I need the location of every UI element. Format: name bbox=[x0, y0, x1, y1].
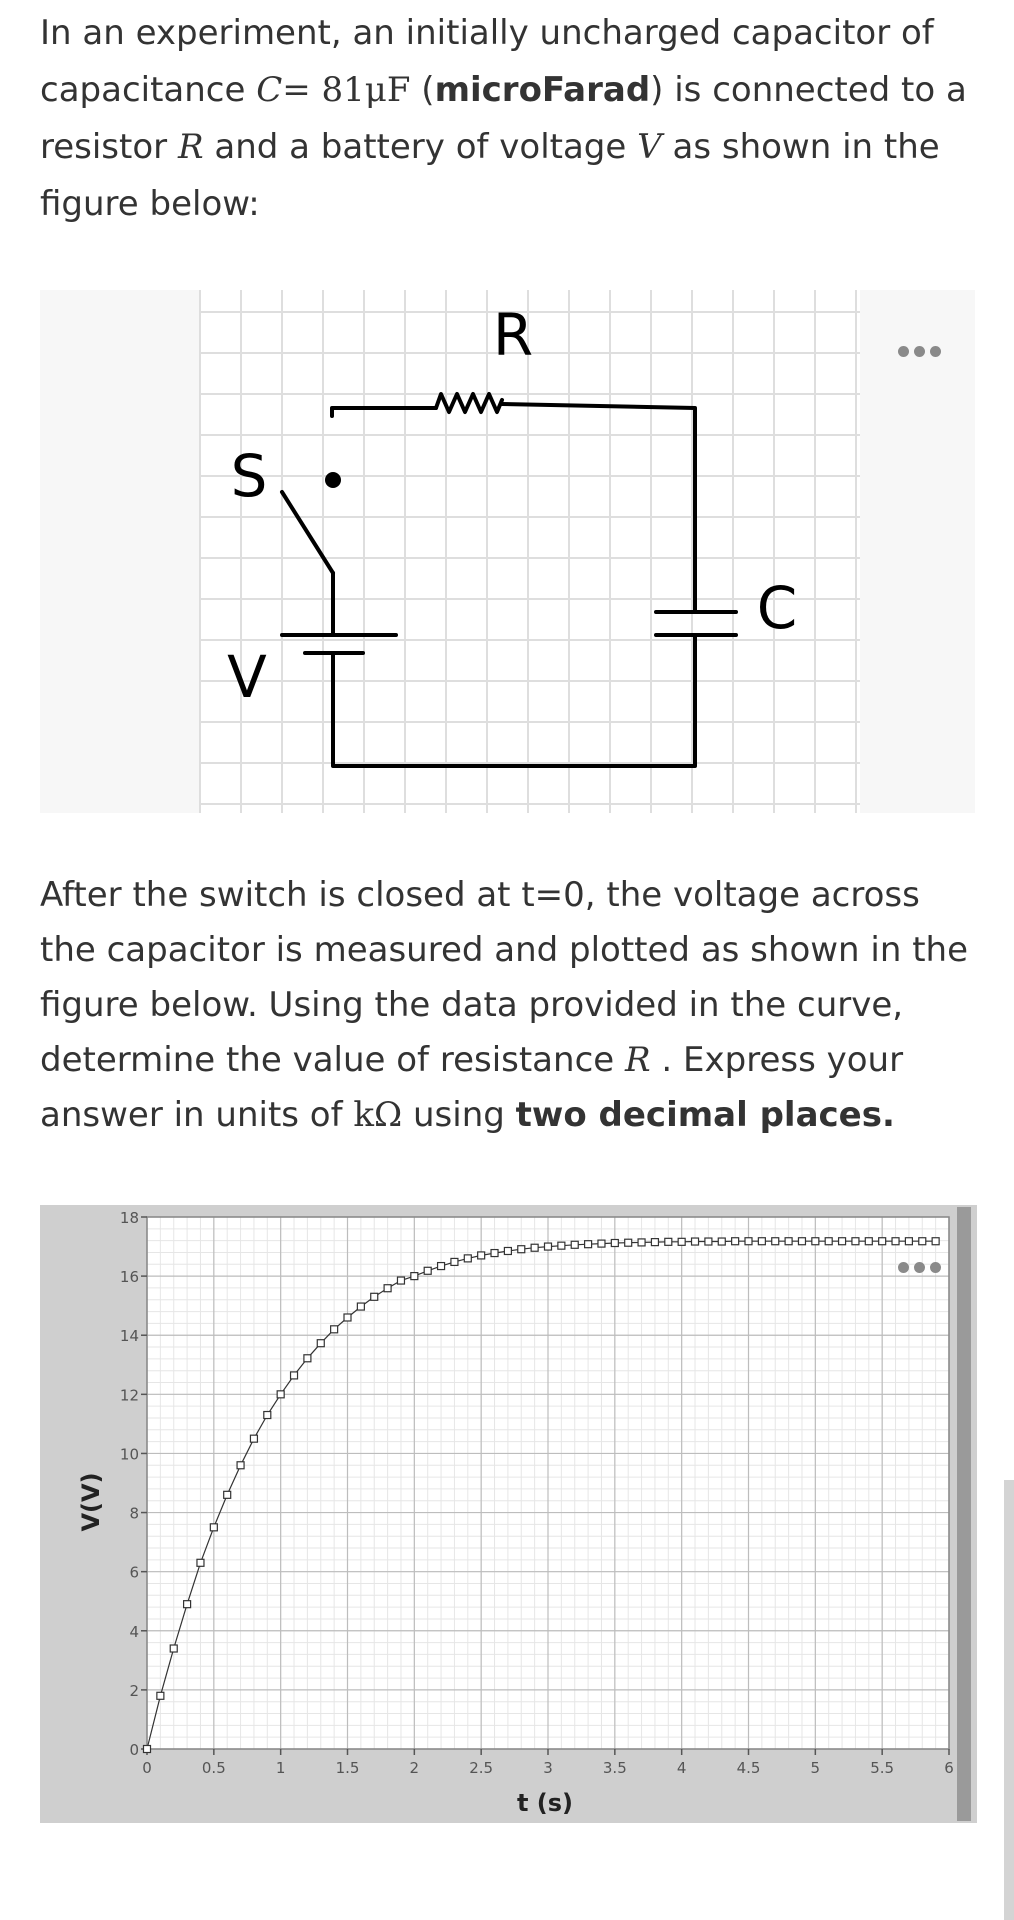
data-point bbox=[598, 1240, 605, 1247]
data-point bbox=[825, 1238, 832, 1245]
y-tick-label: 14 bbox=[119, 1327, 139, 1346]
label-s: S bbox=[230, 442, 268, 510]
data-point bbox=[424, 1267, 431, 1274]
x-tick-label: 3.5 bbox=[602, 1759, 627, 1777]
data-point bbox=[210, 1524, 217, 1531]
kilo-ohm-unit: kΩ bbox=[353, 1095, 403, 1135]
circuit-figure bbox=[40, 290, 975, 813]
data-point bbox=[785, 1238, 792, 1245]
voltage-chart-figure bbox=[40, 1205, 977, 1823]
x-tick-label: 2 bbox=[409, 1759, 420, 1777]
data-point bbox=[839, 1238, 846, 1245]
data-point bbox=[277, 1391, 284, 1398]
data-point bbox=[504, 1247, 511, 1254]
data-point bbox=[478, 1252, 485, 1259]
y-tick-label: 16 bbox=[119, 1268, 139, 1287]
more-horizontal-icon[interactable] bbox=[898, 1262, 941, 1273]
intro-text-3: ) is connected to a resistor bbox=[40, 70, 967, 167]
chart-frame-shadow bbox=[957, 1207, 971, 1821]
data-point bbox=[264, 1412, 271, 1419]
y-axis-label: V(V) bbox=[77, 1472, 105, 1532]
label-v: V bbox=[227, 643, 267, 711]
x-tick-label: 1.5 bbox=[335, 1759, 360, 1777]
data-point bbox=[491, 1250, 498, 1257]
data-point bbox=[157, 1692, 164, 1699]
intro-text-5: as shown in the figure below: bbox=[40, 127, 940, 224]
data-point bbox=[250, 1435, 257, 1442]
data-point bbox=[224, 1491, 231, 1498]
data-point bbox=[732, 1238, 739, 1245]
x-tick-label: 4.5 bbox=[736, 1759, 761, 1777]
data-point bbox=[531, 1244, 538, 1251]
data-point bbox=[772, 1238, 779, 1245]
voltage-chart bbox=[40, 1205, 977, 1823]
resistor-symbol: R bbox=[177, 127, 204, 167]
y-tick-label: 0 bbox=[129, 1741, 139, 1759]
circuit-diagram bbox=[40, 290, 975, 813]
data-point bbox=[291, 1372, 298, 1379]
data-point bbox=[865, 1238, 872, 1245]
data-point bbox=[344, 1314, 351, 1321]
data-point bbox=[237, 1462, 244, 1469]
data-point bbox=[678, 1238, 685, 1245]
data-point bbox=[798, 1238, 805, 1245]
question-paragraph bbox=[40, 868, 980, 1143]
x-axis-label: t (s) bbox=[516, 1789, 574, 1817]
data-point bbox=[464, 1255, 471, 1262]
data-point bbox=[919, 1238, 926, 1245]
question-text-2: . Express your answer in units of bbox=[40, 1040, 904, 1135]
data-point bbox=[371, 1293, 378, 1300]
microfarad-bold: microFarad bbox=[434, 70, 651, 110]
data-point bbox=[638, 1239, 645, 1246]
x-tick-label: 6 bbox=[944, 1759, 954, 1777]
data-point bbox=[384, 1285, 391, 1292]
x-tick-label: 5 bbox=[810, 1759, 821, 1777]
data-point bbox=[705, 1238, 712, 1245]
data-point bbox=[170, 1645, 177, 1652]
x-tick-label: 0 bbox=[142, 1759, 152, 1777]
data-point bbox=[184, 1601, 191, 1608]
question-text-1: After the switch is closed at t=0, the voltage across the capacitor is measured and plotted as shown in the figure below. Using the data provided in the curve, determine the value of resistance bbox=[40, 875, 969, 1080]
data-point bbox=[397, 1277, 404, 1284]
capacitance-value: 81μF bbox=[321, 70, 411, 110]
y-tick-label: 12 bbox=[119, 1386, 139, 1405]
intro-paragraph bbox=[40, 5, 980, 233]
two-decimal-places-bold: two decimal places. bbox=[515, 1095, 895, 1135]
y-tick-label: 10 bbox=[119, 1445, 139, 1464]
x-tick-label: 3 bbox=[543, 1759, 553, 1777]
x-tick-label: 5.5 bbox=[870, 1759, 895, 1777]
switch-contact bbox=[325, 472, 341, 488]
question-text-3: using bbox=[402, 1095, 516, 1135]
equals-sign: = bbox=[282, 70, 322, 110]
data-point bbox=[304, 1355, 311, 1362]
data-point bbox=[571, 1241, 578, 1248]
data-point bbox=[411, 1273, 418, 1280]
data-point bbox=[518, 1246, 525, 1253]
label-r: R bbox=[492, 301, 534, 369]
y-tick-label: 6 bbox=[129, 1563, 139, 1582]
data-point bbox=[585, 1241, 592, 1248]
more-horizontal-icon[interactable] bbox=[898, 346, 941, 357]
data-point bbox=[625, 1239, 632, 1246]
intro-text-1: In an experiment, an initially uncharged capacitor of capacitance bbox=[40, 13, 934, 110]
intro-text-2: ( bbox=[410, 70, 435, 110]
capacitance-symbol: C bbox=[256, 70, 283, 110]
data-point bbox=[905, 1238, 912, 1245]
data-point bbox=[438, 1263, 445, 1270]
data-point bbox=[144, 1746, 151, 1753]
data-point bbox=[611, 1240, 618, 1247]
x-tick-label: 1 bbox=[275, 1759, 286, 1777]
x-axis-ticks bbox=[142, 1749, 954, 1777]
data-point bbox=[932, 1238, 939, 1245]
y-tick-label: 2 bbox=[129, 1681, 139, 1700]
data-point bbox=[197, 1559, 204, 1566]
y-tick-label: 4 bbox=[129, 1622, 139, 1641]
page-scrollbar[interactable] bbox=[1004, 1480, 1014, 1920]
label-c: C bbox=[756, 574, 798, 642]
data-point bbox=[892, 1238, 899, 1245]
intro-text-4: and a battery of voltage bbox=[203, 127, 638, 167]
resistance-symbol: R bbox=[625, 1040, 651, 1080]
y-tick-label: 8 bbox=[129, 1504, 139, 1523]
data-point bbox=[451, 1258, 458, 1265]
x-tick-label: 2.5 bbox=[469, 1759, 494, 1777]
data-point bbox=[545, 1243, 552, 1250]
data-point bbox=[357, 1303, 364, 1310]
data-point bbox=[665, 1238, 672, 1245]
data-point bbox=[879, 1238, 886, 1245]
data-point bbox=[852, 1238, 859, 1245]
data-point bbox=[758, 1238, 765, 1245]
data-point bbox=[718, 1238, 725, 1245]
data-point bbox=[331, 1326, 338, 1333]
data-point bbox=[558, 1242, 565, 1249]
y-tick-label: 18 bbox=[119, 1209, 139, 1227]
x-tick-label: 4 bbox=[676, 1759, 687, 1777]
data-point bbox=[812, 1238, 819, 1245]
y-axis-ticks bbox=[120, 1209, 147, 1759]
data-point bbox=[317, 1340, 324, 1347]
data-point bbox=[745, 1238, 752, 1245]
data-point bbox=[651, 1239, 658, 1246]
data-point bbox=[692, 1238, 699, 1245]
x-tick-label: 0.5 bbox=[201, 1759, 226, 1777]
voltage-symbol: V bbox=[637, 127, 662, 167]
